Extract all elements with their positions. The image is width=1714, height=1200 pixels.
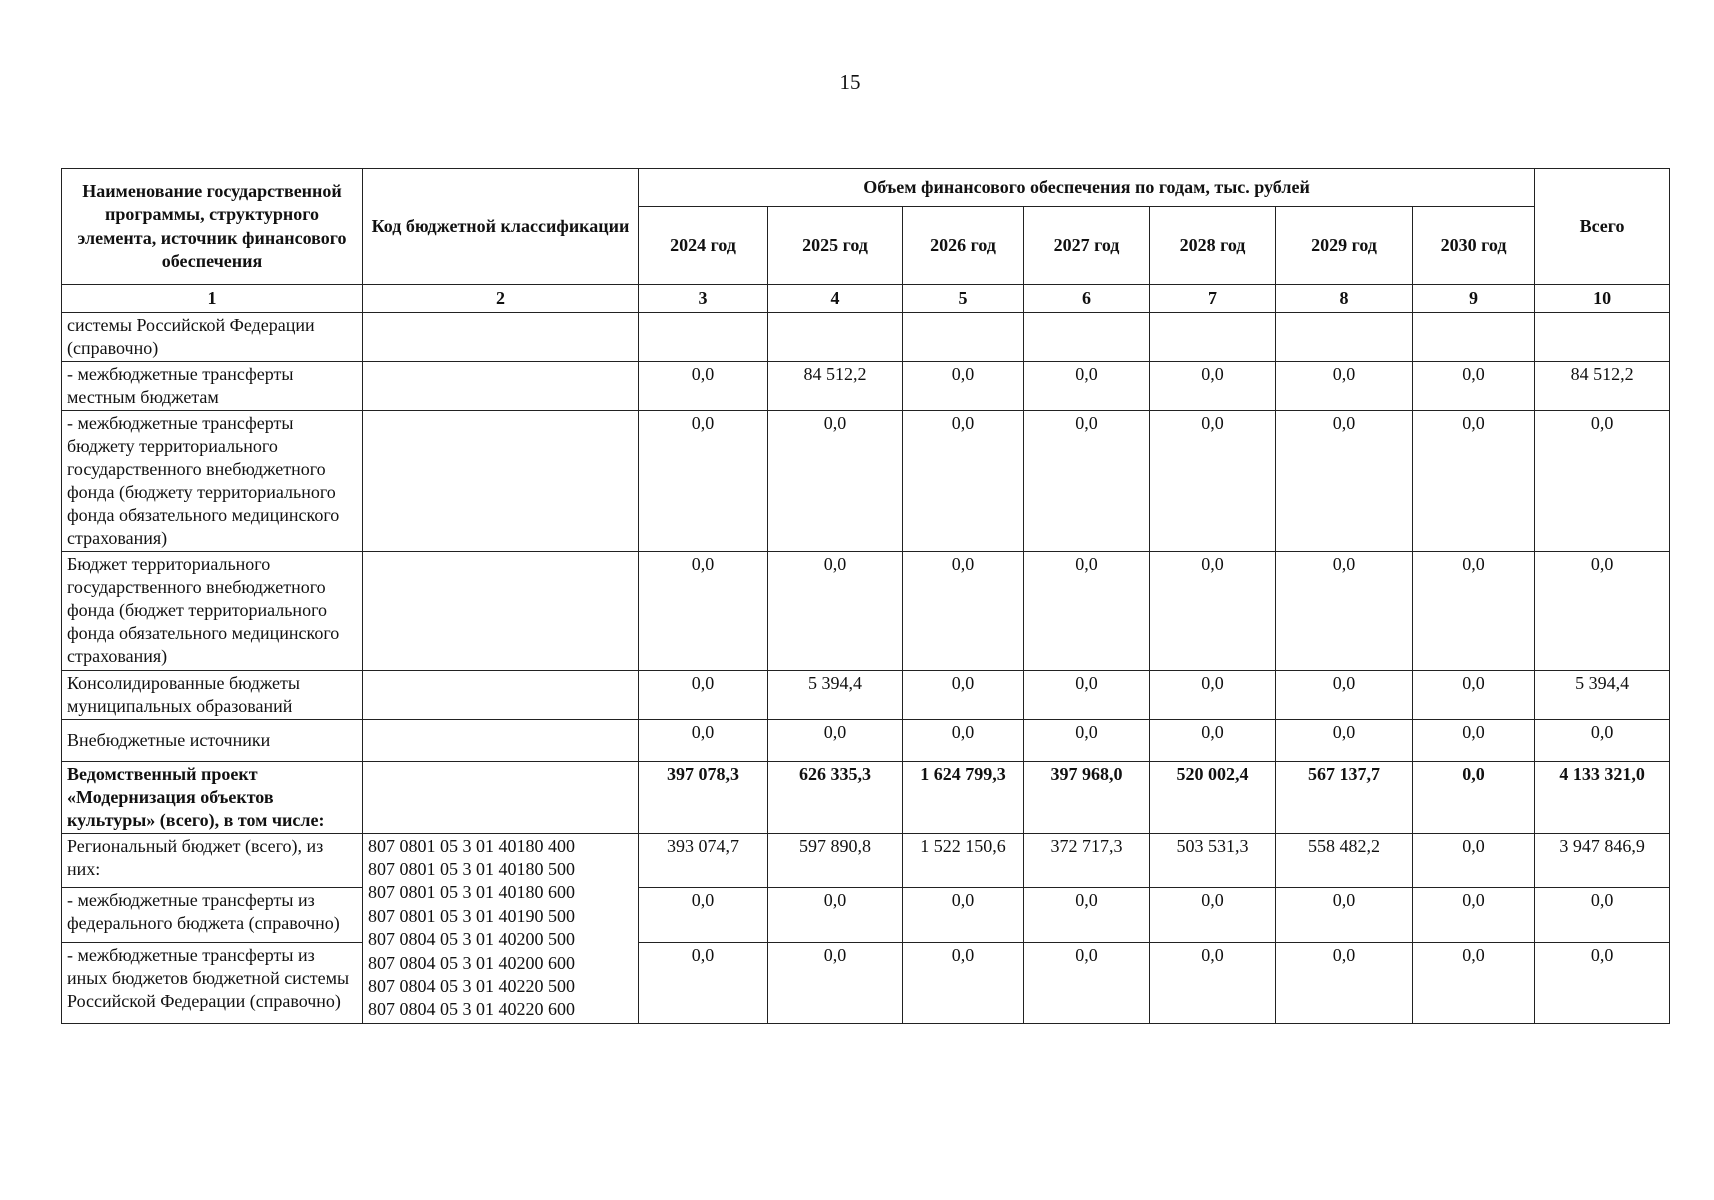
row-value: 0,0 — [1276, 943, 1413, 1024]
column-number: 3 — [639, 285, 768, 313]
header-year: 2025 год — [768, 207, 903, 285]
row-value: 0,0 — [768, 719, 903, 761]
table-row — [62, 943, 1670, 1024]
row-value: 0,0 — [1276, 670, 1413, 719]
row-value: 84 512,2 — [1535, 362, 1670, 411]
row-value: 558 482,2 — [1276, 833, 1413, 888]
row-value: 0,0 — [768, 552, 903, 670]
row-value: 0,0 — [1024, 362, 1150, 411]
row-value: 597 890,8 — [768, 833, 903, 888]
header-year: 2029 год — [1276, 207, 1413, 285]
row-value: 503 531,3 — [1150, 833, 1276, 888]
header-year: 2024 год — [639, 207, 768, 285]
budget-code-list — [363, 833, 639, 1023]
row-name: - межбюджетные трансферты бюджету территориального государственного внебюджетного фонда (бюджету территориального фонда обязательного медицинского страхования) — [62, 411, 363, 552]
header-volume-column: Объем финансового обеспечения по годам, тыс. рублей — [639, 169, 1535, 207]
row-value: 0,0 — [903, 411, 1024, 552]
row-value — [1024, 313, 1150, 362]
row-value: 84 512,2 — [768, 362, 903, 411]
header-year: 2026 год — [903, 207, 1024, 285]
row-value: 0,0 — [768, 888, 903, 943]
row-value — [1276, 313, 1413, 362]
row-value: 0,0 — [1276, 719, 1413, 761]
row-value: 3 947 846,9 — [1535, 833, 1670, 888]
row-value: 0,0 — [1413, 833, 1535, 888]
row-value: 0,0 — [1024, 943, 1150, 1024]
table-row — [62, 552, 1670, 670]
column-number: 7 — [1150, 285, 1276, 313]
budget-code: 807 0804 05 3 01 40220 500 — [368, 976, 575, 996]
row-name: системы Российской Федерации (справочно) — [62, 313, 363, 362]
row-value: 0,0 — [1024, 719, 1150, 761]
row-value: 393 074,7 — [639, 833, 768, 888]
column-number: 9 — [1413, 285, 1535, 313]
column-number: 6 — [1024, 285, 1150, 313]
row-value: 0,0 — [1535, 943, 1670, 1024]
table-row — [62, 411, 1670, 552]
row-value: 0,0 — [1024, 670, 1150, 719]
budget-code: 807 0804 05 3 01 40200 600 — [368, 952, 575, 973]
row-value: 372 717,3 — [1024, 833, 1150, 888]
row-value: 0,0 — [1413, 719, 1535, 761]
row-value: 0,0 — [1276, 888, 1413, 943]
row-code — [363, 313, 639, 362]
row-value: 0,0 — [1276, 362, 1413, 411]
row-value: 0,0 — [1413, 362, 1535, 411]
table-row — [62, 670, 1670, 719]
budget-code: 807 0801 05 3 01 40190 500 — [368, 905, 575, 926]
row-value: 0,0 — [903, 552, 1024, 670]
table-row — [62, 313, 1670, 362]
column-number: 1 — [62, 285, 363, 313]
column-number: 8 — [1276, 285, 1413, 313]
budget-code: 807 0801 05 3 01 40180 400 — [368, 835, 575, 856]
table-row — [62, 888, 1670, 943]
row-code — [363, 411, 639, 552]
row-value: 0,0 — [639, 670, 768, 719]
row-name: - межбюджетные трансферты из федерального бюджета (справочно) — [62, 888, 363, 943]
row-name: Региональный бюджет (всего), из них: — [62, 833, 363, 888]
row-value: 0,0 — [1150, 888, 1276, 943]
row-value: 0,0 — [1413, 670, 1535, 719]
budget-code: 807 0801 05 3 01 40180 500 — [368, 859, 575, 880]
row-value — [1535, 313, 1670, 362]
row-value: 0,0 — [1024, 411, 1150, 552]
row-value: 0,0 — [1150, 719, 1276, 761]
row-value: 0,0 — [903, 362, 1024, 411]
financing-table — [61, 168, 1670, 1024]
row-name: - межбюджетные трансферты местным бюджетам — [62, 362, 363, 411]
row-value: 5 394,4 — [1535, 670, 1670, 719]
row-value — [1150, 313, 1276, 362]
row-value: 0,0 — [1413, 943, 1535, 1024]
column-number: 10 — [1535, 285, 1670, 313]
header-total-column: Всего — [1535, 169, 1670, 285]
row-value: 626 335,3 — [768, 761, 903, 833]
page-number: 15 — [839, 70, 861, 94]
row-code — [363, 362, 639, 411]
row-value: 0,0 — [1150, 362, 1276, 411]
table-row — [62, 719, 1670, 761]
table-row — [62, 362, 1670, 411]
header-code-column: Код бюджетной классификации — [363, 169, 639, 285]
row-value: 0,0 — [1276, 552, 1413, 670]
row-value: 0,0 — [639, 888, 768, 943]
row-code — [363, 670, 639, 719]
row-value: 0,0 — [1535, 411, 1670, 552]
row-value — [639, 313, 768, 362]
row-value: 0,0 — [639, 943, 768, 1024]
row-value — [903, 313, 1024, 362]
row-value: 0,0 — [1413, 411, 1535, 552]
row-value: 0,0 — [1535, 552, 1670, 670]
row-value: 0,0 — [639, 719, 768, 761]
budget-code: 807 0804 05 3 01 40220 600 — [368, 999, 575, 1020]
row-value: 1 624 799,3 — [903, 761, 1024, 833]
row-name: Внебюджетные источники — [62, 719, 363, 761]
row-value: 0,0 — [1024, 552, 1150, 670]
budget-code: 807 0801 05 3 01 40180 600 — [368, 882, 575, 903]
row-value: 397 968,0 — [1024, 761, 1150, 833]
row-value: 0,0 — [1276, 411, 1413, 552]
row-value: 5 394,4 — [768, 670, 903, 719]
row-value: 520 002,4 — [1150, 761, 1276, 833]
header-year: 2030 год — [1413, 207, 1535, 285]
row-value: 0,0 — [903, 719, 1024, 761]
row-value: 0,0 — [1535, 888, 1670, 943]
row-value — [768, 313, 903, 362]
row-value: 0,0 — [1150, 411, 1276, 552]
row-name: Консолидированные бюджеты муниципальных образований — [62, 670, 363, 719]
row-value: 4 133 321,0 — [1535, 761, 1670, 833]
row-value: 0,0 — [903, 943, 1024, 1024]
row-name: - межбюджетные трансферты из иных бюджетов бюджетной системы Российской Федерации (справочно) — [62, 943, 363, 1024]
row-value: 0,0 — [1150, 943, 1276, 1024]
row-value — [1413, 313, 1535, 362]
row-name: Бюджет территориального государственного внебюджетного фонда (бюджет территориального фонда обязательного медицинского страхования) — [62, 552, 363, 670]
row-value: 567 137,7 — [1276, 761, 1413, 833]
row-code — [363, 552, 639, 670]
row-value: 0,0 — [1024, 888, 1150, 943]
budget-code: 807 0804 05 3 01 40200 500 — [368, 929, 575, 950]
header-year: 2027 год — [1024, 207, 1150, 285]
row-value: 0,0 — [1535, 719, 1670, 761]
row-name: Ведомственный проект «Модернизация объектов культуры» (всего), в том числе: — [62, 761, 363, 833]
row-value: 0,0 — [1413, 552, 1535, 670]
table-row — [62, 761, 1670, 833]
column-number: 5 — [903, 285, 1024, 313]
column-number: 4 — [768, 285, 903, 313]
row-value: 0,0 — [1413, 888, 1535, 943]
row-value: 397 078,3 — [639, 761, 768, 833]
row-code — [363, 719, 639, 761]
row-value: 0,0 — [768, 411, 903, 552]
row-value: 0,0 — [903, 888, 1024, 943]
row-value: 0,0 — [1150, 552, 1276, 670]
row-code — [363, 761, 639, 833]
row-value: 0,0 — [903, 670, 1024, 719]
table-row — [62, 833, 1670, 888]
column-number: 2 — [363, 285, 639, 313]
row-value: 0,0 — [1413, 761, 1535, 833]
row-value: 0,0 — [639, 362, 768, 411]
header-year: 2028 год — [1150, 207, 1276, 285]
row-value: 0,0 — [639, 552, 768, 670]
row-value: 1 522 150,6 — [903, 833, 1024, 888]
row-value: 0,0 — [768, 943, 903, 1024]
row-value: 0,0 — [1150, 670, 1276, 719]
row-value: 0,0 — [639, 411, 768, 552]
header-name-column: Наименование государственной программы, структурного элемента, источник финансового обеспечения — [62, 169, 363, 285]
